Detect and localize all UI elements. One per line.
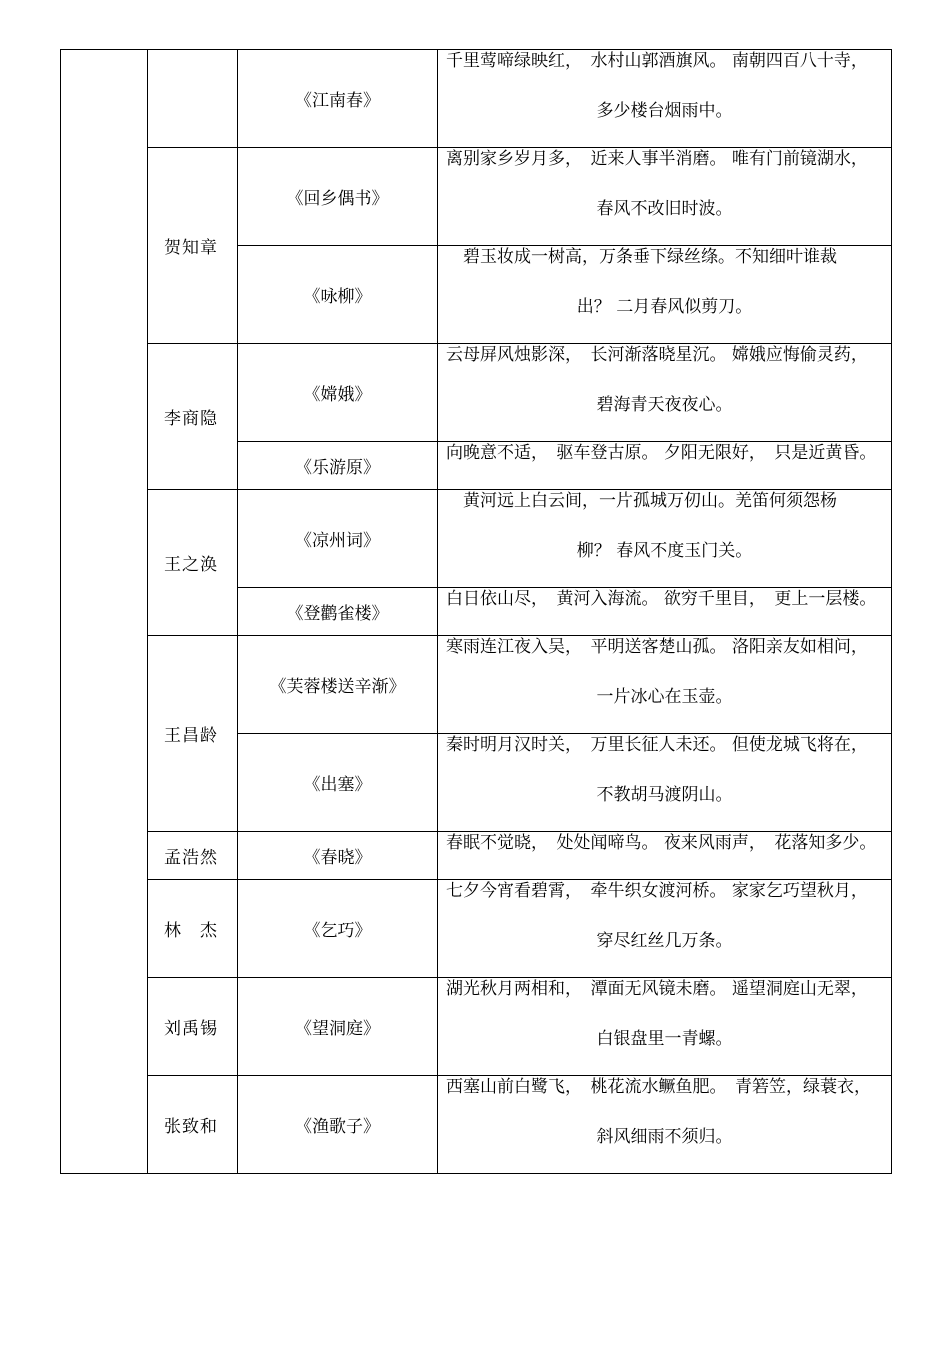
table-row: [61, 344, 892, 442]
poem-line-1: 寒雨连江夜入吴， 平明送客楚山孤。 洛阳亲友如相问，: [446, 637, 868, 657]
poem-line-2: 不教胡马渡阴山。: [596, 785, 733, 805]
poem-title: 《渔歌子》: [238, 1076, 438, 1174]
poem-line-1: 离别家乡岁月多， 近来人事半消磨。 唯有门前镜湖水，: [446, 149, 868, 169]
poem-line-2: 碧海青天夜夜心。: [596, 395, 733, 415]
poem-line-2: 出？ 二月春风似剪刀。: [576, 297, 753, 317]
poem-line-1: 七夕今宵看碧霄， 牵牛织女渡河桥。 家家乞巧望秋月，: [446, 881, 868, 901]
poem-title: 《乞巧》: [238, 880, 438, 978]
author-cell: 王之涣: [148, 490, 238, 636]
poem-text: [438, 50, 892, 148]
poem-line-1: 黄河远上白云间，一片孤城万仞山。羌笛何须怨杨: [446, 491, 837, 511]
author-cell: [148, 50, 238, 148]
poem-title: 《嫦娥》: [238, 344, 438, 442]
author-cell: 张致和: [148, 1076, 238, 1174]
poem-text: [438, 490, 892, 588]
poem-text: [438, 880, 892, 978]
author-cell: 王昌龄: [148, 636, 238, 832]
poem-text: [438, 734, 892, 832]
poem-line-1: 西塞山前白鹭飞， 桃花流水鳜鱼肥。 青箬笠，绿蓑衣，: [446, 1077, 871, 1097]
author-cell: 刘禹锡: [148, 978, 238, 1076]
table-row: [61, 148, 892, 246]
poem-title: 《春晓》: [238, 832, 438, 880]
poem-line-1: 碧玉妆成一树高，万条垂下绿丝绦。不知细叶谁裁: [446, 247, 837, 267]
poem-title: 《江南春》: [238, 50, 438, 148]
poem-line-2: 斜风细雨不须归。: [596, 1127, 733, 1147]
poem-text: [438, 588, 892, 636]
author-cell: 李商隐: [148, 344, 238, 490]
poem-line-1: 向晚意不适， 驱车登古原。 夕阳无限好， 只是近黄昏。: [446, 443, 877, 463]
poem-line-2: 穿尽红丝几万条。: [596, 931, 733, 951]
category-cell: [61, 50, 148, 1174]
poem-line-2: 春风不改旧时波。: [596, 199, 733, 219]
poem-title: 《凉州词》: [238, 490, 438, 588]
author-cell: 贺知章: [148, 148, 238, 344]
author-cell: 林 杰: [148, 880, 238, 978]
poem-title: 《望洞庭》: [238, 978, 438, 1076]
poem-title: 《咏柳》: [238, 246, 438, 344]
author-cell: 孟浩然: [148, 832, 238, 880]
poem-title: 《芙蓉楼送辛渐》: [238, 636, 438, 734]
poem-text: [438, 442, 892, 490]
poem-line-2: 一片冰心在玉壶。: [596, 687, 733, 707]
poem-line-2: 柳？ 春风不度玉门关。: [576, 541, 753, 561]
poem-line-1: 千里莺啼绿映红， 水村山郭酒旗风。 南朝四百八十寺，: [446, 51, 868, 71]
poem-text: [438, 636, 892, 734]
table-row: [61, 832, 892, 880]
table-row: [61, 50, 892, 148]
table-row: [61, 1076, 892, 1174]
poem-table: [60, 49, 892, 1174]
poem-line-1: 湖光秋月两相和， 潭面无风镜未磨。 遥望洞庭山无翠，: [446, 979, 868, 999]
poem-line-1: 白日依山尽， 黄河入海流。 欲穷千里目， 更上一层楼。: [446, 589, 877, 609]
table-row: [61, 490, 892, 588]
table-row: [61, 978, 892, 1076]
poem-line-2: 白银盘里一青螺。: [596, 1029, 733, 1049]
poem-text: [438, 1076, 892, 1174]
table-row: [61, 636, 892, 734]
poem-title: 《回乡偶书》: [238, 148, 438, 246]
poem-text: [438, 246, 892, 344]
table-row: [61, 880, 892, 978]
poem-line-2: 多少楼台烟雨中。: [596, 101, 733, 121]
poem-title: 《乐游原》: [238, 442, 438, 490]
poem-line-1: 云母屏风烛影深， 长河渐落晓星沉。 嫦娥应悔偷灵药，: [446, 345, 868, 365]
poem-text: [438, 832, 892, 880]
poem-text: [438, 148, 892, 246]
poem-title: 《登鹳雀楼》: [238, 588, 438, 636]
poem-line-1: 秦时明月汉时关， 万里长征人未还。 但使龙城飞将在，: [446, 735, 868, 755]
poem-title: 《出塞》: [238, 734, 438, 832]
poem-text: [438, 978, 892, 1076]
poem-line-1: 春眠不觉晓， 处处闻啼鸟。 夜来风雨声， 花落知多少。: [446, 833, 877, 853]
poem-text: [438, 344, 892, 442]
